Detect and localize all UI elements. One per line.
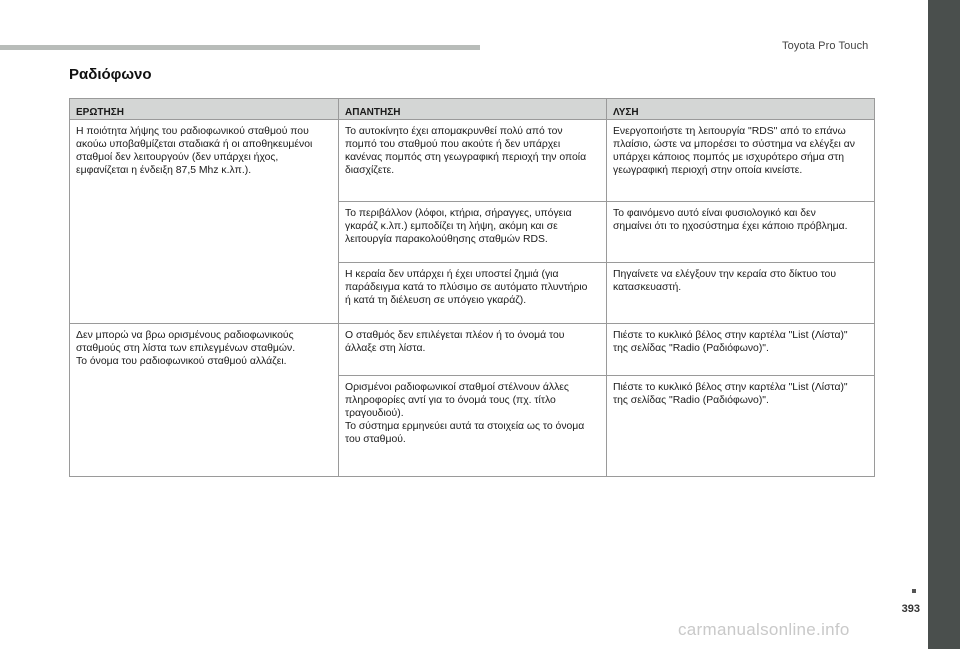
answer-cell: Ο σταθμός δεν επιλέγεται πλέον ή το όνομά του άλλαξε στη λίστα. <box>339 324 607 376</box>
faq-table <box>69 98 875 477</box>
header-label: Toyota Pro Touch <box>782 40 869 52</box>
answer-cell: Το αυτοκίνητο έχει απομακρυνθεί πολύ από τον πομπό του σταθμού που ακούτε ή δεν υπάρχει κανένας πομπός στη γεωγραφική περιοχή την οποία διασχίζετε. <box>339 120 607 202</box>
question-cell: Η ποιότητα λήψης του ραδιοφωνικού σταθμού που ακούω υποβαθμίζεται σταδιακά ή οι αποθηκευμένοι σταθμοί δεν λειτουργούν (δεν υπάρχει ήχος, εμφανίζεται η ένδειξη 87,5 Mhz κ.λπ.). <box>70 120 339 324</box>
page-marker <box>912 589 916 593</box>
solution-cell: Το φαινόμενο αυτό είναι φυσιολογικό και δεν σημαίνει ότι το ηχοσύστημα έχει κάποιο πρόβλημα. <box>607 202 875 263</box>
watermark: carmanualsonline.info <box>678 620 850 639</box>
column-header-answer: ΑΠΑΝΤΗΣΗ <box>339 99 607 120</box>
column-header-solution: ΛΥΣΗ <box>607 99 875 120</box>
answer-cell: Η κεραία δεν υπάρχει ή έχει υποστεί ζημιά (για παράδειγμα κατά το πλύσιμο σε αυτόματο πλυντήριο ή κατά τη διέλευση σε υπόγειο γκαράζ). <box>339 263 607 324</box>
answer-cell: Το περιβάλλον (λόφοι, κτήρια, σήραγγες, υπόγεια γκαράζ κ.λπ.) εμποδίζει τη λήψη, ακόμη και σε λειτουργία παρακολούθησης σταθμών RDS. <box>339 202 607 263</box>
side-bar <box>928 0 960 649</box>
solution-cell: Ενεργοποιήστε τη λειτουργία "RDS" από το επάνω πλαίσιο, ώστε να μπορέσει το σύστημα να ελέγξει αν υπάρχει κάποιος πομπός με ισχυρότερο σήμα στη γεωγραφική περιοχή στην οποία κινείστε. <box>607 120 875 202</box>
table-row <box>70 324 875 376</box>
solution-cell: Πιέστε το κυκλικό βέλος στην καρτέλα "List (Λίστα)" της σελίδας "Radio (Ραδιόφωνο)". <box>607 376 875 477</box>
table-header-row <box>70 99 875 120</box>
question-cell: Δεν μπορώ να βρω ορισμένους ραδιοφωνικούς σταθμούς στη λίστα των επιλεγμένων σταθμών. Το όνομα του ραδιοφωνικού σταθμού αλλάζει. <box>70 324 339 477</box>
table-row <box>70 120 875 202</box>
page-number: 393 <box>901 603 920 615</box>
solution-cell: Πηγαίνετε να ελέγξουν την κεραία στο δίκτυο του κατασκευαστή. <box>607 263 875 324</box>
section-title: Ραδιόφωνο <box>69 66 152 83</box>
solution-cell: Πιέστε το κυκλικό βέλος στην καρτέλα "List (Λίστα)" της σελίδας "Radio (Ραδιόφωνο)". <box>607 324 875 376</box>
answer-cell: Ορισμένοι ραδιοφωνικοί σταθμοί στέλνουν άλλες πληροφορίες αντί για το όνομά τους (πχ. τίτλο τραγουδιού). Το σύστημα ερμηνεύει αυτά τα στοιχεία ως το όνομα του σταθμού. <box>339 376 607 477</box>
top-rule <box>0 45 480 50</box>
column-header-question: ΕΡΩΤΗΣΗ <box>70 99 339 120</box>
